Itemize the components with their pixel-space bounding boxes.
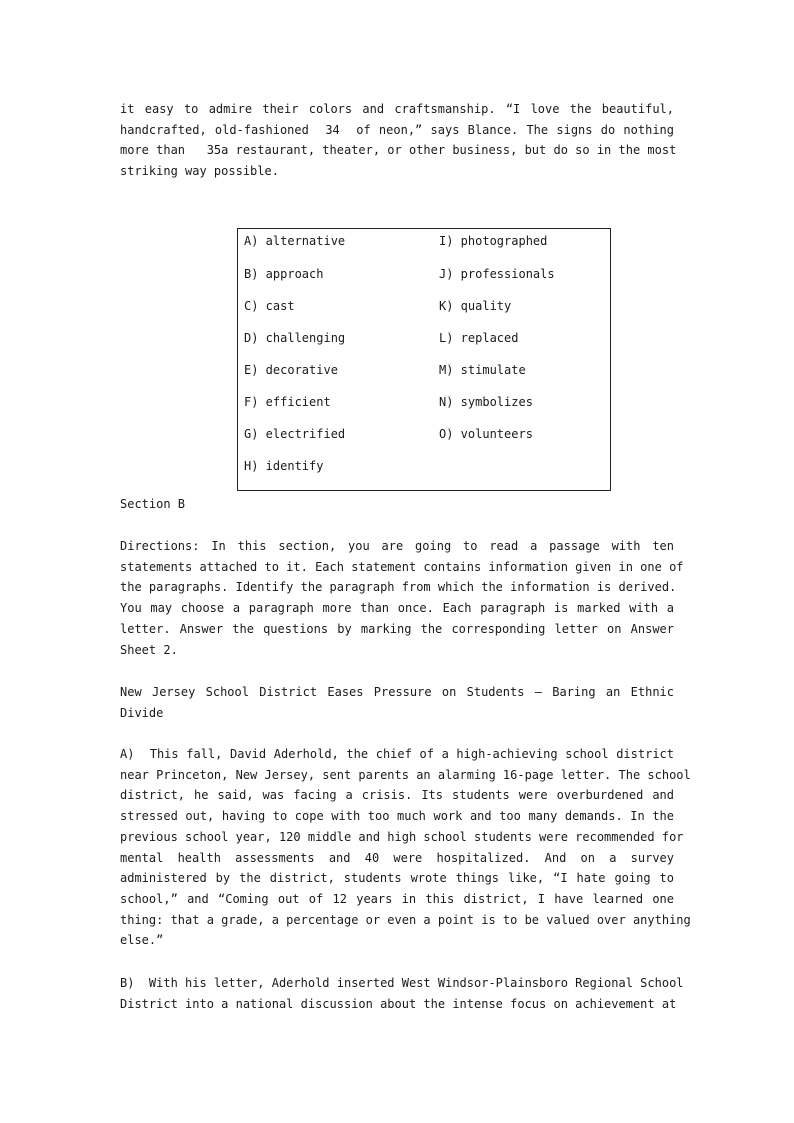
word-option: E) decorative xyxy=(244,363,338,377)
paragraph-line: school,” and “Coming out of 12 years in this district, I have learned one xyxy=(120,891,674,906)
word-option: D) challenging xyxy=(244,331,346,345)
word-option: I) photographed xyxy=(439,234,548,248)
word-option: N) symbolizes xyxy=(439,395,533,409)
intro-passage xyxy=(120,99,677,182)
paragraph-line: District into a national discussion about the intense focus on achievement at xyxy=(120,996,677,1011)
passage-line: more than 35a restaurant, theater, or other business, but do so in the most xyxy=(120,143,677,158)
directions-line: statements attached to it. Each statement contains information given in one of xyxy=(120,559,684,574)
word-option: B) approach xyxy=(244,267,324,281)
word-bank-box xyxy=(237,228,611,491)
word-option: K) quality xyxy=(439,299,512,313)
directions-paragraph xyxy=(120,536,684,660)
word-option: G) electrified xyxy=(244,427,346,441)
word-option: J) professionals xyxy=(439,267,555,281)
word-option: A) alternative xyxy=(244,234,346,248)
word-option: F) efficient xyxy=(244,395,331,409)
title-line: Divide xyxy=(120,705,164,720)
paragraph-line: administered by the district, students wrote things like, “I hate going to xyxy=(120,871,674,886)
passage-line: handcrafted, old-fashioned 34 of neon,” says Blance. The signs do nothing xyxy=(120,122,674,137)
paragraph-line: stressed out, having to cope with too much work and too many demands. In the xyxy=(120,809,674,824)
paragraph-line: thing: that a grade, a percentage or even a point is to be valued over anything xyxy=(120,912,691,927)
passage-line: striking way possible. xyxy=(120,164,279,179)
directions-line: You may choose a paragraph more than once. Each paragraph is marked with a xyxy=(120,601,674,616)
word-option: L) replaced xyxy=(439,331,519,345)
article-title xyxy=(120,682,674,723)
word-option: O) volunteers xyxy=(439,427,533,441)
directions-line: Directions: In this section, you are going to read a passage with ten xyxy=(120,539,674,553)
paragraph-a xyxy=(120,744,691,951)
title-line: New Jersey School District Eases Pressure on Students – Baring an Ethnic xyxy=(120,685,674,699)
paragraph-line: mental health assessments and 40 were hospitalized. And on a survey xyxy=(120,850,674,865)
directions-line: the paragraphs. Identify the paragraph from which the information is derived. xyxy=(120,580,677,595)
paragraph-line: B) With his letter, Aderhold inserted West Windsor-Plainsboro Regional School xyxy=(120,976,684,990)
section-heading: Section B xyxy=(120,497,186,511)
paragraph-line: previous school year, 120 middle and high school students were recommended for xyxy=(120,829,684,844)
word-option: C) cast xyxy=(244,299,295,313)
paragraph-line: else.” xyxy=(120,933,164,948)
paragraph-line: A) This fall, David Aderhold, the chief of a high-achieving school district xyxy=(120,747,674,761)
word-option: H) identify xyxy=(244,459,324,473)
directions-line: letter. Answer the questions by marking the corresponding letter on Answer xyxy=(120,621,674,636)
directions-line: Sheet 2. xyxy=(120,642,178,657)
paragraph-b xyxy=(120,973,684,1014)
passage-line: it easy to admire their colors and craftsmanship. “I love the beautiful, xyxy=(120,102,674,116)
paragraph-line: district, he said, was facing a crisis. Its students were overburdened and xyxy=(120,788,674,803)
paragraph-line: near Princeton, New Jersey, sent parents an alarming 16-page letter. The school xyxy=(120,767,691,782)
word-option: M) stimulate xyxy=(439,363,526,377)
